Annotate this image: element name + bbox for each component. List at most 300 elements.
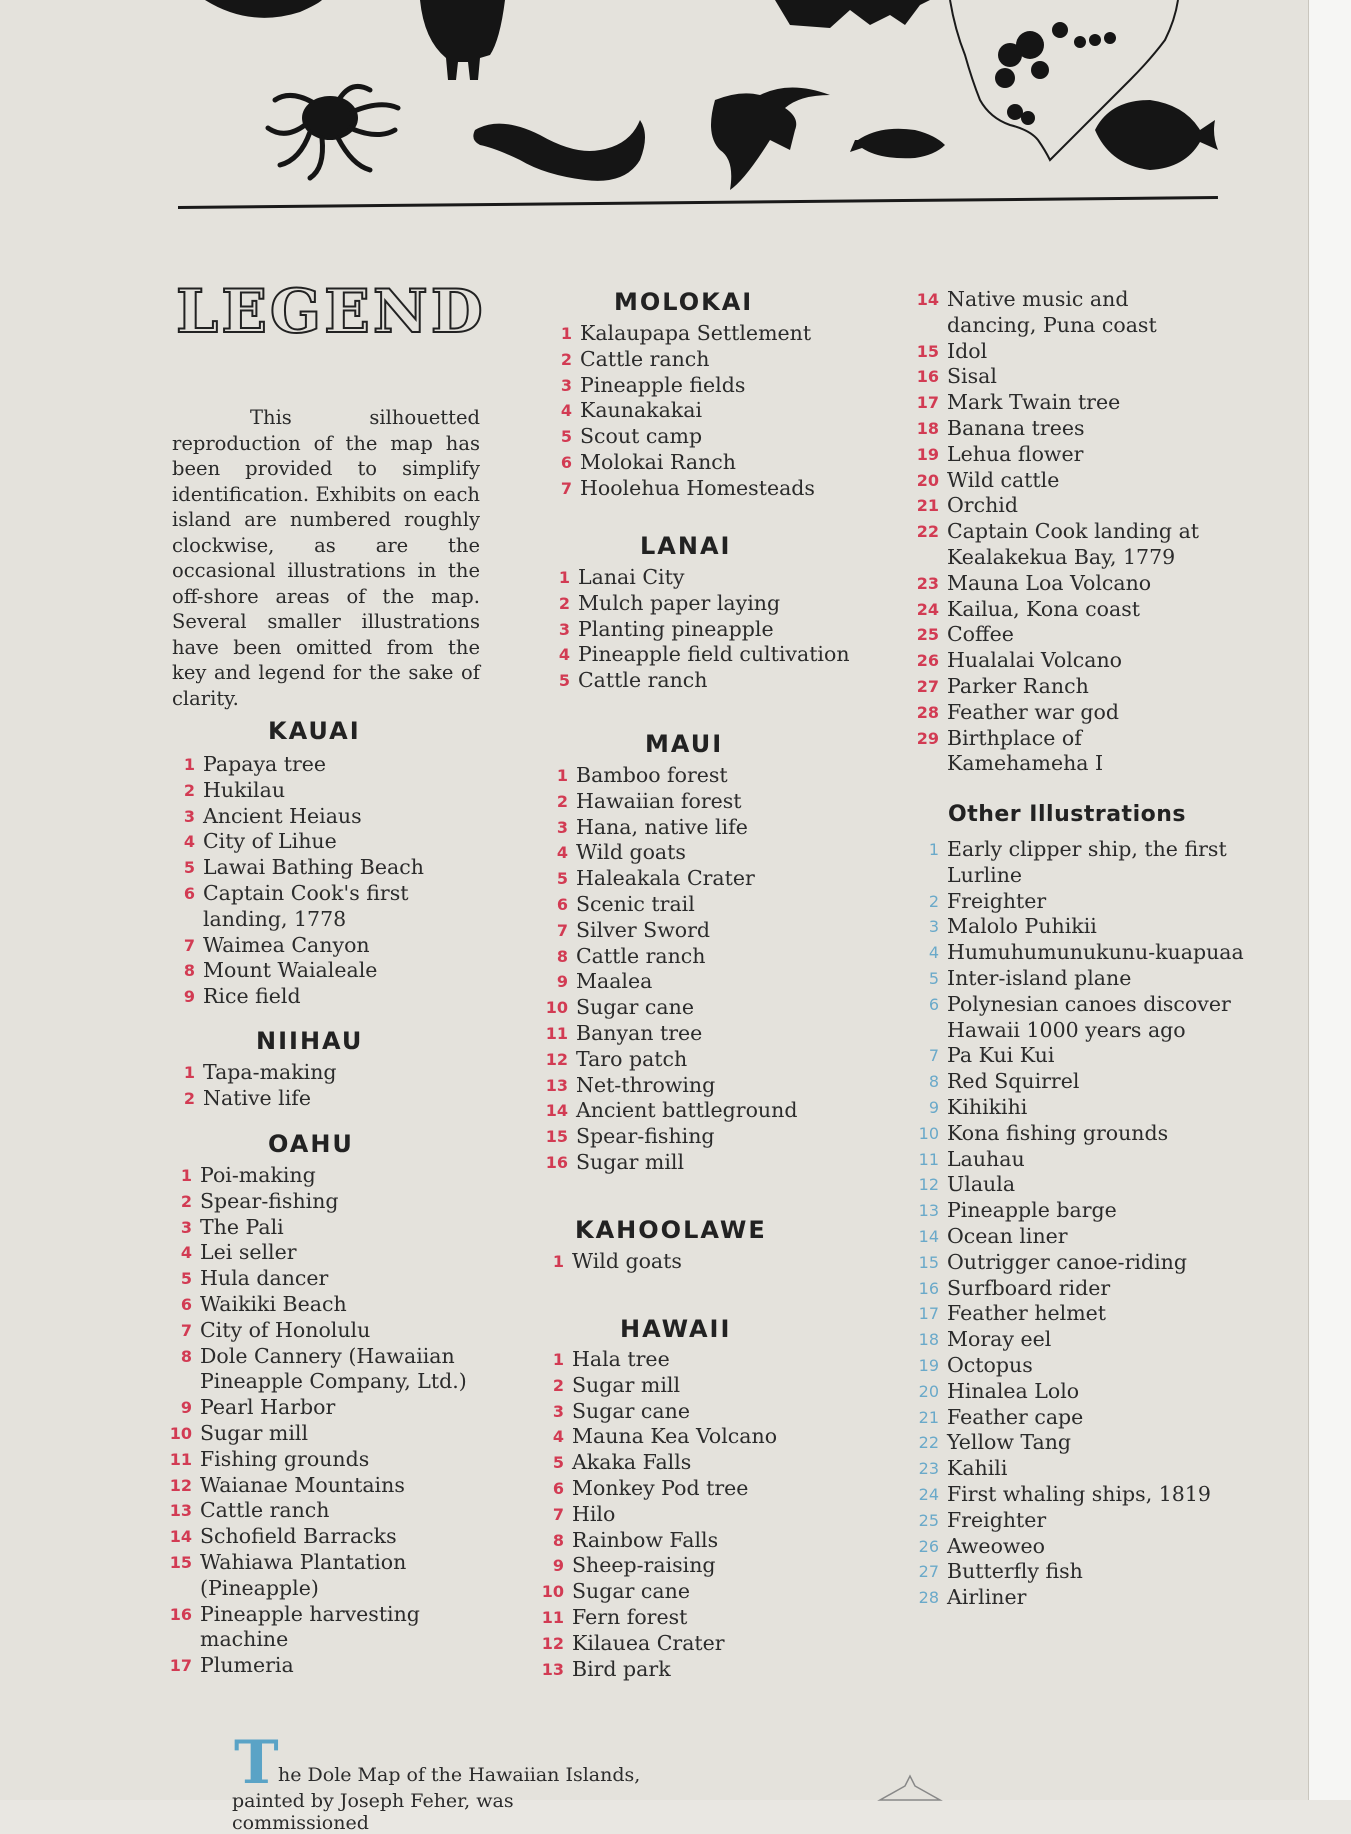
- item-number: 9: [556, 972, 568, 992]
- footer-line-1: he Dole Map of the Hawaiian Islands,: [278, 1764, 641, 1786]
- item-label: Maalea: [576, 969, 653, 994]
- list-item: [544, 1347, 884, 1373]
- list-item: [169, 1653, 472, 1679]
- list-item: [169, 1524, 472, 1550]
- list-item: [541, 1579, 884, 1605]
- item-label: Hinalea Lolo: [947, 1378, 1080, 1403]
- list-item: [175, 752, 485, 778]
- item-number: 9: [928, 1097, 939, 1117]
- list-item: [175, 829, 485, 855]
- item-number: 13: [545, 1075, 568, 1095]
- item-label: Sheep-raising: [572, 1553, 716, 1578]
- item-number: 8: [552, 1530, 564, 1550]
- list-item: [552, 347, 882, 373]
- item-number: 1: [552, 1252, 564, 1271]
- list-item: [545, 1124, 888, 1150]
- list-item: [919, 1198, 1249, 1224]
- list-item: [916, 622, 1219, 648]
- section-title-kahoolawe: KAHOOLAWE: [575, 1216, 767, 1244]
- item-label: Moray eel: [947, 1327, 1052, 1352]
- list-item: [169, 1601, 472, 1654]
- item-number: 7: [556, 920, 568, 940]
- item-label: Dole Cannery (Hawaiian Pineapple Company, Ltd.): [200, 1343, 467, 1394]
- list-item: [544, 1424, 884, 1450]
- item-number: 11: [541, 1607, 564, 1627]
- list-item: [919, 1276, 1249, 1302]
- item-number: 2: [183, 1088, 195, 1108]
- list-item: [545, 995, 888, 1021]
- list-item: [548, 866, 888, 892]
- list-item: [541, 1604, 884, 1631]
- item-label: Hualalai Volcano: [947, 648, 1123, 673]
- item-label: Birthplace of Kamehameha I: [947, 725, 1104, 776]
- list-item: [548, 918, 888, 944]
- section-title-maui: MAUI: [645, 730, 724, 758]
- list-item: [550, 617, 890, 643]
- item-label: Ancient Heiaus: [203, 803, 362, 828]
- item-number: 2: [556, 791, 568, 811]
- item-label: Lanai City: [578, 565, 685, 589]
- item-number: 17: [916, 393, 939, 413]
- item-label: Hilo: [572, 1501, 616, 1526]
- list-item: [916, 390, 1219, 416]
- item-label: Kilauea Crater: [572, 1630, 725, 1655]
- list-item: [919, 1379, 1249, 1405]
- list-item: [172, 1318, 472, 1344]
- list-item: [919, 1069, 1249, 1095]
- item-label: Sugar mill: [200, 1420, 309, 1445]
- item-number: 10: [541, 1582, 564, 1602]
- item-number: 4: [928, 943, 939, 963]
- list-item: [552, 398, 882, 424]
- item-number: 3: [180, 1217, 192, 1237]
- item-number: 26: [916, 651, 939, 671]
- item-number: 4: [552, 1427, 564, 1447]
- figure-silhouette: [420, 0, 505, 80]
- item-number: 13: [169, 1501, 192, 1521]
- item-label: Cattle ranch: [580, 346, 710, 371]
- list-item: [919, 966, 1249, 992]
- list-item: [919, 889, 1249, 915]
- maui-list: [545, 763, 888, 1176]
- item-number: 8: [180, 1346, 192, 1366]
- item-number: 3: [560, 375, 572, 395]
- item-label: Coffee: [947, 622, 1014, 647]
- list-item: [548, 892, 888, 918]
- item-label: Ocean liner: [947, 1223, 1068, 1248]
- item-label: Taro patch: [576, 1046, 688, 1071]
- item-label: Plumeria: [200, 1653, 294, 1678]
- item-number: 3: [556, 817, 568, 837]
- item-label: Captain Cook landing at Kealakekua Bay, 1779: [947, 519, 1200, 569]
- item-label: Kona fishing grounds: [947, 1120, 1169, 1145]
- list-item: [545, 1149, 888, 1176]
- list-item: [919, 1534, 1249, 1560]
- item-number: 26: [918, 1536, 939, 1556]
- item-number: 9: [183, 987, 195, 1007]
- section-title-lanai: LANAI: [640, 532, 732, 560]
- item-label: Octopus: [947, 1352, 1033, 1377]
- item-label: Feather war god: [947, 699, 1120, 724]
- item-label: Parker Ranch: [947, 673, 1089, 698]
- item-label: Sugar cane: [572, 1398, 690, 1423]
- list-item: [544, 1528, 884, 1554]
- item-label: Spear-fishing: [200, 1188, 339, 1213]
- item-number: 29: [916, 728, 939, 748]
- item-label: Banana trees: [947, 415, 1085, 440]
- hawaii-list: [541, 1347, 884, 1682]
- item-number: 18: [918, 1330, 939, 1350]
- list-item: [548, 789, 888, 815]
- kahoolawe-list: [544, 1249, 884, 1275]
- list-item: [175, 778, 485, 804]
- list-item: [544, 1399, 884, 1425]
- item-number: 9: [180, 1398, 192, 1418]
- item-number: 1: [183, 755, 195, 774]
- footer-line-2: painted by Joseph Feher, was commissioned: [232, 1790, 514, 1834]
- octopus-silhouette: [268, 86, 398, 178]
- lanai-list: [550, 565, 890, 694]
- item-label: Lei seller: [200, 1240, 297, 1265]
- item-label: Bamboo forest: [576, 763, 728, 787]
- item-label: Fishing grounds: [200, 1446, 370, 1471]
- item-number: 4: [558, 645, 570, 665]
- section-title-oahu: OAHU: [268, 1130, 354, 1158]
- list-item: [916, 338, 1219, 365]
- item-label: Lehua flower: [947, 441, 1084, 466]
- item-number: 11: [169, 1449, 192, 1469]
- item-number: 21: [916, 496, 939, 516]
- item-label: Early clipper ship, the first Lurline: [947, 837, 1227, 887]
- item-number: 3: [552, 1401, 564, 1421]
- list-item: [916, 519, 1219, 571]
- item-number: 15: [918, 1252, 939, 1272]
- item-label: Waikiki Beach: [200, 1291, 347, 1316]
- item-label: Wild goats: [576, 840, 686, 865]
- item-label: Red Squirrel: [947, 1069, 1080, 1094]
- item-number: 3: [558, 619, 570, 639]
- item-number: 20: [916, 470, 939, 490]
- kauai-list: [175, 752, 485, 1010]
- item-number: 1: [552, 1350, 564, 1369]
- list-item: [919, 1301, 1249, 1327]
- item-label: Wahiawa Plantation (Pineapple): [200, 1549, 407, 1600]
- item-number: 14: [169, 1527, 192, 1547]
- eel-silhouette: [473, 120, 645, 181]
- item-label: City of Honolulu: [200, 1317, 371, 1342]
- list-item: [916, 699, 1219, 726]
- item-number: 13: [918, 1201, 939, 1221]
- item-label: Sisal: [947, 364, 997, 389]
- list-item: [916, 441, 1219, 468]
- hawaii-continued-list: [916, 287, 1219, 777]
- item-label: Wild goats: [572, 1249, 682, 1273]
- list-item: [552, 373, 882, 399]
- item-number: 27: [916, 676, 939, 696]
- item-label: Airliner: [947, 1585, 1027, 1610]
- list-item: [916, 287, 1219, 339]
- list-item: [541, 1656, 884, 1683]
- list-item: [919, 1172, 1249, 1198]
- list-item: [919, 1482, 1249, 1508]
- item-label: Mulch paper laying: [578, 590, 781, 615]
- list-item: [545, 1046, 888, 1073]
- page-edge: [1308, 0, 1351, 1800]
- item-label: Ancient battleground: [576, 1098, 798, 1123]
- item-label: Hukilau: [203, 777, 286, 802]
- list-item: [919, 1456, 1249, 1482]
- item-label: Aweoweo: [947, 1533, 1045, 1558]
- item-label: Kailua, Kona coast: [947, 596, 1140, 621]
- item-label: Silver Sword: [576, 917, 711, 942]
- list-item: [544, 1553, 884, 1579]
- list-item: [919, 1095, 1249, 1121]
- list-item: [552, 424, 882, 450]
- item-number: 14: [916, 290, 939, 309]
- list-item: [550, 642, 890, 668]
- list-item: [916, 648, 1219, 674]
- list-item: [544, 1476, 884, 1502]
- item-number: 1: [560, 324, 572, 343]
- item-number: 5: [552, 1453, 564, 1473]
- list-item: [545, 1072, 888, 1099]
- item-number: 5: [180, 1269, 192, 1289]
- list-item: [919, 1508, 1249, 1534]
- item-label: Native music and dancing, Puna coast: [947, 287, 1157, 337]
- item-label: Native life: [203, 1085, 312, 1110]
- item-label: Sugar cane: [572, 1579, 690, 1604]
- list-item: [552, 476, 882, 502]
- item-number: 8: [183, 961, 195, 981]
- item-number: 15: [545, 1127, 568, 1147]
- item-label: Pineapple barge: [947, 1198, 1117, 1223]
- item-number: 15: [169, 1552, 192, 1572]
- item-label: Poi-making: [200, 1163, 316, 1187]
- item-label: Polynesian canoes discover Hawaii 1000 years ago: [947, 991, 1231, 1042]
- item-label: Pineapple fields: [580, 372, 746, 397]
- item-label: Net-throwing: [576, 1072, 716, 1097]
- item-number: 20: [918, 1381, 939, 1401]
- item-number: 12: [541, 1633, 564, 1653]
- list-item: [916, 493, 1219, 519]
- list-item: [916, 570, 1219, 597]
- item-label: Pearl Harbor: [200, 1395, 336, 1420]
- list-item: [552, 450, 882, 476]
- item-label: Lawai Bathing Beach: [203, 855, 424, 880]
- item-number: 12: [169, 1475, 192, 1495]
- item-label: Molokai Ranch: [580, 449, 736, 474]
- section-title-kauai: KAUAI: [268, 717, 361, 745]
- item-number: 1: [928, 840, 939, 859]
- list-item: [552, 321, 882, 347]
- item-label: Schofield Barracks: [200, 1524, 397, 1549]
- item-number: 24: [918, 1484, 939, 1504]
- oahu-list: [169, 1163, 472, 1679]
- item-label: Rainbow Falls: [572, 1527, 719, 1552]
- list-item: [175, 958, 485, 984]
- item-number: 5: [558, 671, 570, 691]
- list-item: [919, 1121, 1249, 1147]
- item-number: 28: [916, 702, 939, 722]
- list-item: [169, 1420, 472, 1447]
- item-label: Banyan tree: [576, 1020, 703, 1045]
- list-item: [919, 1405, 1249, 1431]
- item-label: Akaka Falls: [572, 1450, 692, 1475]
- item-label: Monkey Pod tree: [572, 1475, 749, 1500]
- list-item: [172, 1266, 472, 1292]
- list-item: [916, 596, 1219, 623]
- item-label: Pineapple harvesting machine: [200, 1601, 420, 1652]
- item-number: 8: [556, 946, 568, 966]
- item-label: City of Lihue: [203, 829, 337, 854]
- item-number: 23: [916, 573, 939, 593]
- item-number: 27: [918, 1562, 939, 1582]
- list-item: [544, 1502, 884, 1528]
- item-label: Mount Waialeale: [203, 958, 378, 983]
- list-item: [916, 673, 1219, 700]
- molokai-list: [552, 321, 882, 502]
- item-label: Yellow Tang: [947, 1430, 1072, 1455]
- list-item: [919, 1043, 1249, 1069]
- item-number: 14: [545, 1101, 568, 1121]
- list-item: [919, 837, 1249, 889]
- drop-cap: T: [234, 1728, 279, 1798]
- item-number: 1: [556, 766, 568, 785]
- list-item: [175, 933, 485, 959]
- item-number: 9: [552, 1556, 564, 1576]
- list-item: [169, 1549, 472, 1602]
- item-label: Cattle ranch: [200, 1498, 330, 1523]
- section-title-molokai: MOLOKAI: [614, 288, 754, 316]
- list-item: [172, 1240, 472, 1266]
- item-number: 7: [183, 935, 195, 955]
- item-number: 10: [918, 1123, 939, 1143]
- list-item: [919, 1585, 1249, 1611]
- item-label: First whaling ships, 1819: [947, 1481, 1211, 1506]
- item-number: 25: [918, 1510, 939, 1530]
- item-number: 6: [560, 452, 572, 472]
- item-number: 11: [545, 1023, 568, 1043]
- fish-silhouette-top: [205, 0, 322, 18]
- item-number: 5: [183, 858, 195, 878]
- list-item: [548, 815, 888, 841]
- list-item: [919, 1327, 1249, 1353]
- item-label: Hula dancer: [200, 1266, 329, 1291]
- item-number: 17: [918, 1304, 939, 1324]
- section-title-niihau: NIIHAU: [256, 1027, 364, 1055]
- item-label: Idol: [947, 338, 988, 363]
- item-label: Sugar cane: [576, 995, 694, 1020]
- list-item: [548, 944, 888, 970]
- item-number: 12: [545, 1049, 568, 1069]
- list-item: [919, 914, 1249, 940]
- item-number: 1: [180, 1166, 192, 1185]
- item-label: Mauna Kea Volcano: [572, 1424, 778, 1449]
- list-item: [172, 1292, 472, 1318]
- item-label: Feather helmet: [947, 1301, 1107, 1326]
- item-number: 6: [928, 994, 939, 1014]
- item-number: 25: [916, 625, 939, 645]
- other-illustrations-list: [919, 837, 1249, 1611]
- item-number: 1: [183, 1063, 195, 1082]
- small-fish-silhouette: [850, 129, 945, 159]
- item-number: 1: [558, 568, 570, 587]
- item-label: Hawaiian forest: [576, 788, 742, 813]
- item-number: 2: [552, 1375, 564, 1395]
- item-number: 2: [180, 1191, 192, 1211]
- list-item: [550, 591, 890, 617]
- list-item: [169, 1498, 472, 1524]
- list-item: [916, 467, 1219, 494]
- list-item: [172, 1395, 472, 1421]
- niihau-list: [175, 1060, 485, 1112]
- list-item: [541, 1630, 884, 1657]
- item-number: 4: [556, 843, 568, 863]
- item-label: Papaya tree: [203, 752, 327, 776]
- item-number: 2: [560, 349, 572, 369]
- item-label: Tapa-making: [203, 1060, 337, 1084]
- list-item: [175, 804, 485, 830]
- item-number: 10: [545, 998, 568, 1018]
- list-item: [919, 1224, 1249, 1250]
- item-number: 4: [560, 401, 572, 421]
- item-number: 3: [928, 917, 939, 937]
- item-number: 3: [183, 806, 195, 826]
- list-item: [919, 1147, 1249, 1173]
- item-number: 6: [556, 894, 568, 914]
- list-item: [175, 1086, 485, 1112]
- item-label: Mauna Loa Volcano: [947, 570, 1152, 595]
- item-label: Waianae Mountains: [200, 1472, 405, 1497]
- item-label: Mark Twain tree: [947, 390, 1121, 415]
- list-item: [169, 1446, 472, 1473]
- item-label: Freighter: [947, 888, 1047, 913]
- list-item: [169, 1472, 472, 1499]
- item-label: Wild cattle: [947, 467, 1060, 492]
- item-number: 6: [183, 883, 195, 903]
- item-number: 6: [552, 1478, 564, 1498]
- list-item: [175, 881, 485, 933]
- list-item: [175, 984, 485, 1010]
- item-number: 14: [918, 1226, 939, 1246]
- item-label: Kalaupapa Settlement: [580, 321, 812, 345]
- item-number: 2: [183, 780, 195, 800]
- list-item: [545, 1098, 888, 1124]
- item-label: Captain Cook's first landing, 1778: [203, 880, 409, 931]
- item-label: Fern forest: [572, 1604, 688, 1629]
- list-item: [919, 992, 1249, 1044]
- list-item: [548, 840, 888, 866]
- item-number: 4: [183, 832, 195, 852]
- item-label: Cattle ranch: [576, 943, 706, 968]
- item-number: 2: [928, 891, 939, 911]
- list-item: [544, 1450, 884, 1476]
- item-label: Surfboard rider: [947, 1275, 1111, 1300]
- item-label: Sugar mill: [572, 1372, 681, 1397]
- list-item: [919, 1430, 1249, 1456]
- item-label: Lauhau: [947, 1146, 1025, 1171]
- item-label: Butterfly fish: [947, 1559, 1083, 1584]
- list-item: [919, 1559, 1249, 1585]
- item-number: 5: [560, 427, 572, 447]
- item-number: 4: [180, 1243, 192, 1263]
- item-label: Pa Kui Kui: [947, 1043, 1055, 1068]
- item-number: 7: [560, 478, 572, 498]
- list-item: [544, 1373, 884, 1399]
- item-number: 15: [916, 341, 939, 361]
- item-label: Cattle ranch: [578, 668, 708, 693]
- item-number: 19: [918, 1355, 939, 1375]
